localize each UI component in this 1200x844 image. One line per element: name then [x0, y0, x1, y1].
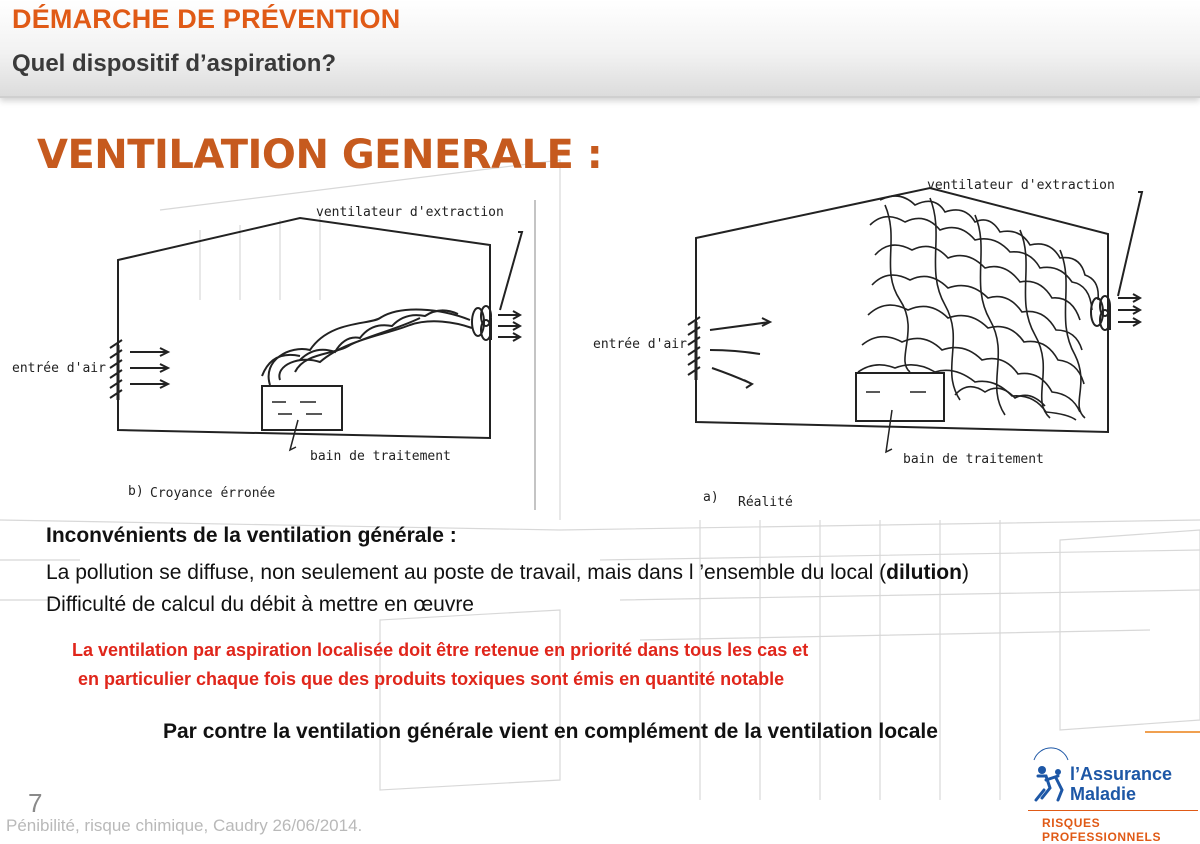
left-tank-label: bain de traitement	[310, 449, 451, 464]
dilution-term: dilution	[886, 561, 962, 584]
left-inlet-label: entrée d'air	[12, 361, 106, 376]
left-caption-letter: b)	[128, 484, 144, 499]
right-tank-label: bain de traitement	[903, 452, 1044, 467]
logo-emblem-icon	[1028, 746, 1072, 810]
building-outline-left	[118, 218, 490, 438]
logo-tagline: RISQUES PROFESSIONNELS	[1042, 816, 1162, 844]
right-caption: Réalité	[738, 495, 793, 510]
priority-note-line-2: en particulier chaque fois que des produits toxiques sont émis en quantité notable	[78, 669, 785, 689]
header-band	[0, 0, 1200, 98]
drawbacks-line-2: Difficulté de calcul du débit à mettre en œuvre	[46, 593, 474, 616]
paren-open: (	[879, 561, 887, 584]
right-fan-label: ventilateur d'extraction	[927, 178, 1115, 193]
accent-rule	[1145, 731, 1200, 733]
page-number: 7	[28, 788, 43, 818]
left-fan-label: ventilateur d'extraction	[316, 205, 504, 220]
footer-text: Pénibilité, risque chimique, Caudry 26/06/2014.	[6, 816, 363, 835]
drawbacks-line-1	[46, 561, 969, 585]
ventilation-diagram	[0, 172, 1200, 517]
diagram-right	[688, 188, 1142, 452]
drawbacks-heading: Inconvénients de la ventilation générale :	[46, 524, 457, 547]
assurance-maladie-logo	[1028, 742, 1198, 842]
priority-note-line-1: La ventilation par aspiration localisée doit être retenue en priorité dans tous les cas et	[72, 640, 809, 660]
right-inlet-label: entrée d'air	[593, 337, 687, 352]
left-caption: Croyance érronée	[150, 486, 276, 501]
building-outline-right	[696, 188, 1108, 432]
logo-line-2: Maladie	[1070, 784, 1137, 804]
right-caption-letter: a)	[703, 490, 719, 505]
drawbacks-line-1-text: La pollution se diffuse, non seulement au poste de travail, mais dans l ’ensemble du local	[46, 561, 874, 584]
logo-rule	[1028, 810, 1198, 811]
complement-statement: Par contre la ventilation générale vient en complément de la ventilation locale	[163, 720, 938, 743]
header-subtitle: Quel dispositif d’aspiration?	[12, 50, 337, 77]
paren-close: )	[961, 561, 969, 584]
logo-line-1: l’Assurance	[1070, 764, 1173, 784]
header-title: DÉMARCHE DE PRÉVENTION	[12, 4, 401, 34]
main-title: VENTILATION GENERALE :	[37, 132, 603, 178]
